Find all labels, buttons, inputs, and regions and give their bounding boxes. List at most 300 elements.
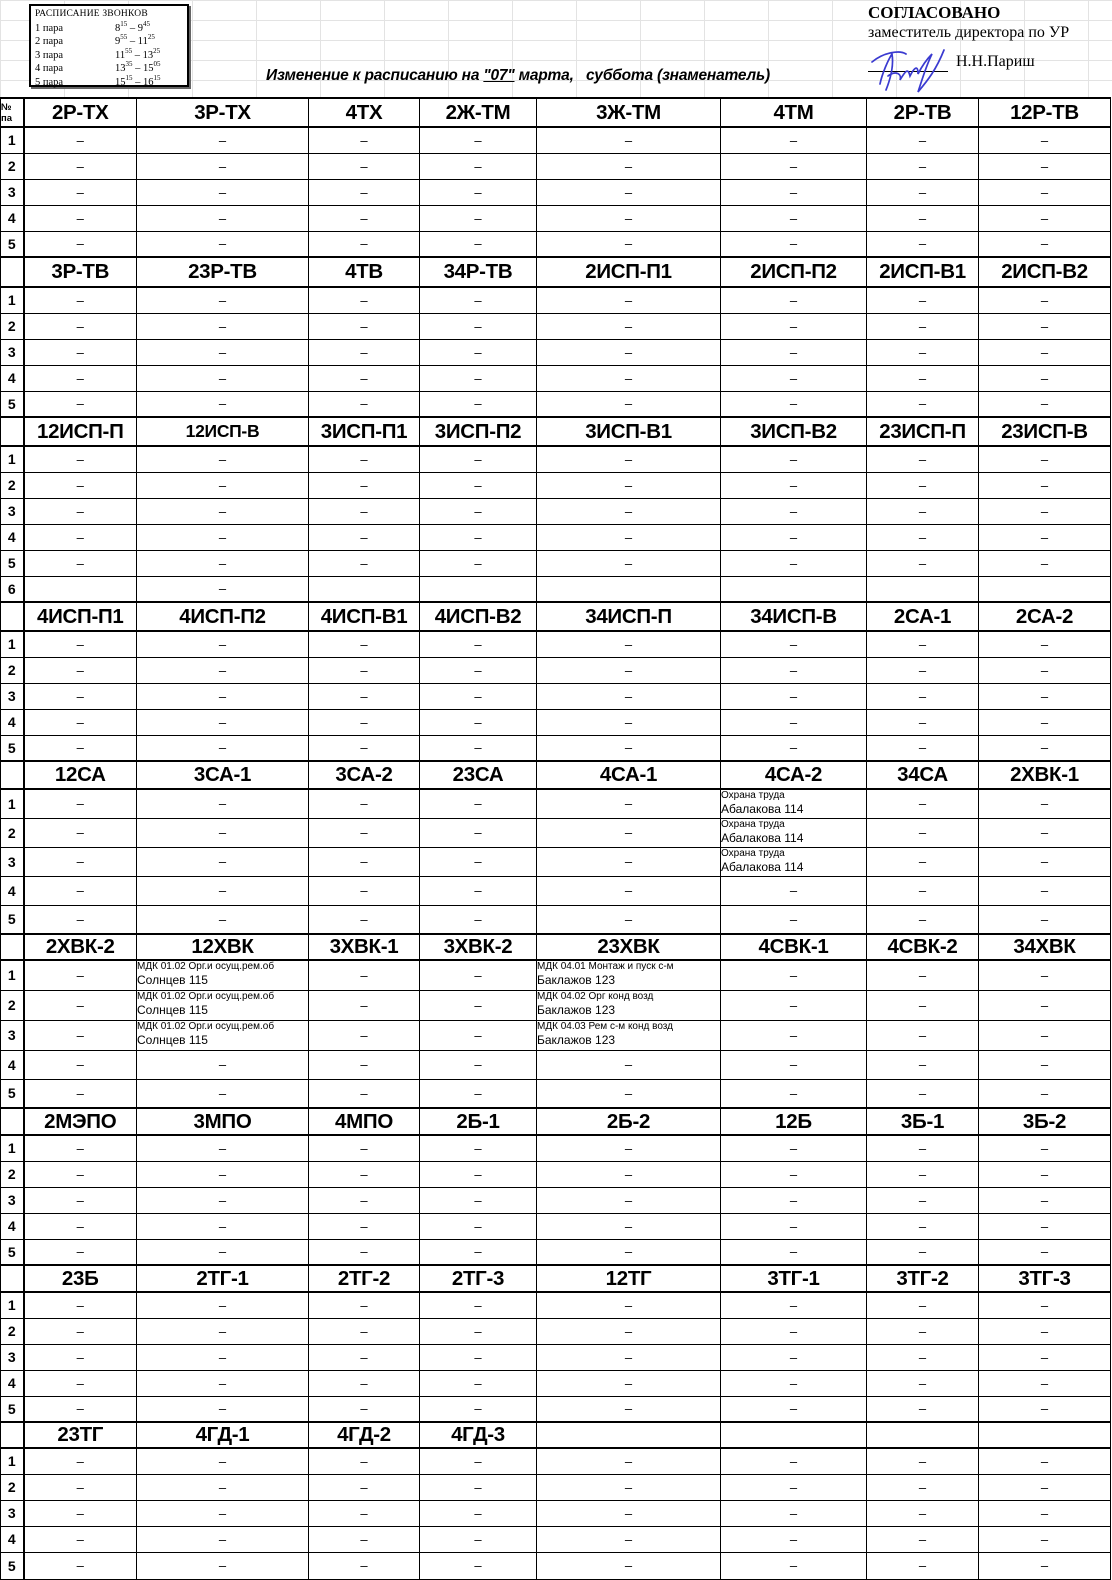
empty-lesson-dash: – xyxy=(537,1161,721,1187)
group-name: 23ИСП-П xyxy=(867,417,979,446)
empty-lesson-dash: – xyxy=(867,657,979,683)
empty-lesson-dash: – xyxy=(979,1344,1111,1370)
table-row xyxy=(1,905,1111,934)
lesson-teacher-room: Абалакова 114 xyxy=(721,859,804,874)
empty-lesson-dash: – xyxy=(721,1370,867,1396)
empty-lesson-dash: – xyxy=(979,339,1111,365)
lesson-teacher-room: Солнцев 115 xyxy=(137,1032,208,1047)
empty-lesson-dash: – xyxy=(24,1526,137,1552)
empty-lesson-dash: – xyxy=(309,1396,420,1422)
empty-cell xyxy=(867,576,979,602)
table-row xyxy=(1,205,1111,231)
group-name: 34ИСП-В xyxy=(721,602,867,631)
bell-schedule-box xyxy=(29,4,189,87)
empty-lesson-dash: – xyxy=(24,550,137,576)
empty-lesson-dash: – xyxy=(721,1552,867,1579)
group-name: 2Р-ТХ xyxy=(24,98,137,127)
handwritten-signature xyxy=(866,40,948,96)
empty-lesson-dash: – xyxy=(420,287,537,313)
group-name: 3ИСП-В2 xyxy=(721,417,867,446)
empty-lesson-dash: – xyxy=(420,391,537,417)
empty-lesson-dash: – xyxy=(867,1344,979,1370)
group-header-row xyxy=(1,1108,1111,1135)
group-name: 34ИСП-П xyxy=(537,602,721,631)
group-name xyxy=(979,1422,1111,1448)
empty-lesson-dash: – xyxy=(979,683,1111,709)
bell-start-hour: 11 xyxy=(115,49,126,61)
empty-lesson-dash: – xyxy=(979,876,1111,905)
group-name: 4ТМ xyxy=(721,98,867,127)
group-name: 3ИСП-П1 xyxy=(309,417,420,446)
empty-lesson-dash: – xyxy=(537,365,721,391)
empty-lesson-dash: – xyxy=(721,127,867,153)
empty-lesson-dash: – xyxy=(309,446,420,472)
empty-lesson-dash: – xyxy=(979,205,1111,231)
empty-lesson-dash: – xyxy=(420,1020,537,1050)
group-name: 3Б-2 xyxy=(979,1108,1111,1135)
group-name: 2ИСП-В2 xyxy=(979,257,1111,287)
empty-lesson-dash: – xyxy=(309,313,420,339)
empty-lesson-dash: – xyxy=(137,1213,309,1239)
table-row xyxy=(1,1526,1111,1552)
empty-lesson-dash: – xyxy=(721,1500,867,1526)
lesson-subject: МДК 01.02 Орг.и осущ.рем.об xyxy=(137,961,275,972)
empty-lesson-dash: – xyxy=(721,472,867,498)
pair-number-header-blank xyxy=(1,1422,24,1448)
empty-cell xyxy=(979,576,1111,602)
empty-lesson-dash: – xyxy=(24,231,137,257)
pair-number: 3 xyxy=(1,1500,24,1526)
empty-lesson-dash: – xyxy=(979,1396,1111,1422)
group-name: 3Р-ТВ xyxy=(24,257,137,287)
pair-number: 1 xyxy=(1,127,24,153)
table-row xyxy=(1,709,1111,735)
empty-lesson-dash: – xyxy=(721,1161,867,1187)
empty-lesson-dash: – xyxy=(721,1526,867,1552)
pair-number: 5 xyxy=(1,391,24,417)
table-row xyxy=(1,735,1111,761)
empty-lesson-dash: – xyxy=(309,1500,420,1526)
empty-lesson-dash: – xyxy=(420,818,537,847)
table-row xyxy=(1,789,1111,818)
empty-lesson-dash: – xyxy=(24,709,137,735)
empty-lesson-dash: – xyxy=(867,313,979,339)
bell-start-minute: 55 xyxy=(120,33,128,42)
group-name: 3Б-1 xyxy=(867,1108,979,1135)
pair-number: 3 xyxy=(1,847,24,876)
empty-lesson-dash: – xyxy=(24,1474,137,1500)
lesson-cell xyxy=(137,990,309,1020)
empty-lesson-dash: – xyxy=(721,524,867,550)
empty-lesson-dash: – xyxy=(420,472,537,498)
empty-lesson-dash: – xyxy=(137,847,309,876)
empty-lesson-dash: – xyxy=(420,313,537,339)
table-row xyxy=(1,960,1111,990)
empty-lesson-dash: – xyxy=(309,365,420,391)
table-row xyxy=(1,179,1111,205)
empty-lesson-dash: – xyxy=(979,990,1111,1020)
empty-lesson-dash: – xyxy=(309,1344,420,1370)
empty-lesson-dash: – xyxy=(979,313,1111,339)
table-row xyxy=(1,1292,1111,1318)
empty-lesson-dash: – xyxy=(309,709,420,735)
lesson-cell xyxy=(721,789,867,818)
empty-lesson-dash: – xyxy=(137,1050,309,1079)
empty-lesson-dash: – xyxy=(537,1474,721,1500)
group-name: 3ИСП-П2 xyxy=(420,417,537,446)
empty-lesson-dash: – xyxy=(721,657,867,683)
bell-pair-label: 2 пара xyxy=(35,36,64,48)
empty-lesson-dash: – xyxy=(24,1079,137,1108)
empty-lesson-dash: – xyxy=(867,1050,979,1079)
empty-lesson-dash: – xyxy=(537,446,721,472)
group-name: 2ИСП-П2 xyxy=(721,257,867,287)
empty-lesson-dash: – xyxy=(979,789,1111,818)
empty-lesson-dash: – xyxy=(979,1050,1111,1079)
empty-lesson-dash: – xyxy=(867,1187,979,1213)
bell-start-minute: 15 xyxy=(120,19,128,28)
empty-lesson-dash: – xyxy=(867,735,979,761)
pair-number-header: № па xyxy=(1,98,24,127)
empty-lesson-dash: – xyxy=(309,1526,420,1552)
pair-number: 1 xyxy=(1,789,24,818)
empty-lesson-dash: – xyxy=(537,847,721,876)
bell-start-hour: 13 xyxy=(115,63,126,75)
empty-lesson-dash: – xyxy=(420,1079,537,1108)
table-row xyxy=(1,524,1111,550)
empty-lesson-dash: – xyxy=(24,631,137,657)
group-name: 3МПО xyxy=(137,1108,309,1135)
empty-lesson-dash: – xyxy=(537,876,721,905)
pair-number: 1 xyxy=(1,960,24,990)
pair-number: 5 xyxy=(1,231,24,257)
empty-lesson-dash: – xyxy=(721,1213,867,1239)
empty-lesson-dash: – xyxy=(309,1187,420,1213)
empty-lesson-dash: – xyxy=(979,1448,1111,1474)
empty-lesson-dash: – xyxy=(24,905,137,934)
empty-lesson-dash: – xyxy=(537,631,721,657)
empty-lesson-dash: – xyxy=(137,1474,309,1500)
empty-lesson-dash: – xyxy=(867,1396,979,1422)
pair-number: 3 xyxy=(1,179,24,205)
empty-lesson-dash: – xyxy=(137,391,309,417)
group-name: 4ИСП-В2 xyxy=(420,602,537,631)
lesson-cell xyxy=(137,1020,309,1050)
bell-start-minute: 15 xyxy=(125,73,133,82)
lesson-teacher-room: Абалакова 114 xyxy=(721,830,804,845)
group-name: 12ИСП-П xyxy=(24,417,137,446)
empty-lesson-dash: – xyxy=(979,1318,1111,1344)
empty-lesson-dash: – xyxy=(137,153,309,179)
empty-lesson-dash: – xyxy=(137,1079,309,1108)
empty-lesson-dash: – xyxy=(721,876,867,905)
pair-number: 5 xyxy=(1,735,24,761)
group-name: 4СА-1 xyxy=(537,761,721,789)
empty-lesson-dash: – xyxy=(867,1474,979,1500)
empty-lesson-dash: – xyxy=(721,179,867,205)
pair-number: 1 xyxy=(1,1292,24,1318)
empty-lesson-dash: – xyxy=(537,1344,721,1370)
bell-end-hour: 15 xyxy=(143,63,154,75)
pair-number: 5 xyxy=(1,1079,24,1108)
empty-lesson-dash: – xyxy=(137,179,309,205)
empty-cell xyxy=(537,576,721,602)
table-row xyxy=(1,391,1111,417)
group-name: 3Ж-ТМ xyxy=(537,98,721,127)
table-row xyxy=(1,631,1111,657)
empty-lesson-dash: – xyxy=(721,1474,867,1500)
empty-lesson-dash: – xyxy=(867,179,979,205)
empty-lesson-dash: – xyxy=(137,1239,309,1265)
pair-number: 5 xyxy=(1,905,24,934)
table-row xyxy=(1,498,1111,524)
empty-lesson-dash: – xyxy=(24,683,137,709)
bell-schedule-rows xyxy=(35,19,183,90)
table-row xyxy=(1,1448,1111,1474)
group-name: 12СА xyxy=(24,761,137,789)
table-row xyxy=(1,1050,1111,1079)
empty-lesson-dash: – xyxy=(867,153,979,179)
empty-lesson-dash: – xyxy=(979,1135,1111,1161)
bell-end-minute: 05 xyxy=(153,60,161,69)
group-name: 2СА-1 xyxy=(867,602,979,631)
empty-lesson-dash: – xyxy=(24,1292,137,1318)
empty-lesson-dash: – xyxy=(309,789,420,818)
group-name: 2СА-2 xyxy=(979,602,1111,631)
empty-lesson-dash: – xyxy=(420,847,537,876)
empty-lesson-dash: – xyxy=(137,205,309,231)
empty-lesson-dash: – xyxy=(537,735,721,761)
bell-pair-label: 3 пара xyxy=(35,49,64,61)
empty-lesson-dash: – xyxy=(137,876,309,905)
empty-lesson-dash: – xyxy=(979,179,1111,205)
empty-lesson-dash: – xyxy=(537,1396,721,1422)
empty-lesson-dash: – xyxy=(420,657,537,683)
bell-time-range xyxy=(115,73,161,90)
empty-lesson-dash: – xyxy=(537,127,721,153)
empty-lesson-dash: – xyxy=(721,683,867,709)
empty-lesson-dash: – xyxy=(24,339,137,365)
group-name: 4ИСП-П1 xyxy=(24,602,137,631)
pair-number: 3 xyxy=(1,339,24,365)
group-name: 2ТГ-2 xyxy=(309,1265,420,1292)
group-name: 3ТГ-2 xyxy=(867,1265,979,1292)
empty-lesson-dash: – xyxy=(309,905,420,934)
empty-lesson-dash: – xyxy=(137,905,309,934)
bell-pair-label: 4 пара xyxy=(35,63,64,75)
table-row xyxy=(1,847,1111,876)
bell-row xyxy=(35,73,183,90)
empty-lesson-dash: – xyxy=(24,365,137,391)
empty-lesson-dash: – xyxy=(979,905,1111,934)
empty-lesson-dash: – xyxy=(867,231,979,257)
pair-number: 1 xyxy=(1,1135,24,1161)
empty-lesson-dash: – xyxy=(537,339,721,365)
empty-lesson-dash: – xyxy=(420,1396,537,1422)
group-name: 12Б xyxy=(721,1108,867,1135)
table-row xyxy=(1,287,1111,313)
group-name: 4СВК-1 xyxy=(721,934,867,960)
empty-lesson-dash: – xyxy=(867,683,979,709)
group-name: 23СА xyxy=(420,761,537,789)
table-row xyxy=(1,313,1111,339)
lesson-cell xyxy=(137,960,309,990)
pair-number: 5 xyxy=(1,1552,24,1579)
group-name: 34ХВК xyxy=(979,934,1111,960)
bell-row xyxy=(35,19,183,36)
empty-lesson-dash: – xyxy=(867,1448,979,1474)
empty-lesson-dash: – xyxy=(137,1292,309,1318)
group-name: 2ТГ-3 xyxy=(420,1265,537,1292)
group-header-row xyxy=(1,417,1111,446)
empty-lesson-dash: – xyxy=(420,1161,537,1187)
table-row xyxy=(1,1187,1111,1213)
group-name: 3ИСП-В1 xyxy=(537,417,721,446)
empty-lesson-dash: – xyxy=(24,876,137,905)
pair-number-header-blank xyxy=(1,417,24,446)
group-name: 23Р-ТВ xyxy=(137,257,309,287)
bell-start-minute: 55 xyxy=(125,46,133,55)
empty-lesson-dash: – xyxy=(24,498,137,524)
empty-lesson-dash: – xyxy=(309,1213,420,1239)
empty-lesson-dash: – xyxy=(721,391,867,417)
bell-end-hour: 16 xyxy=(143,76,154,88)
table-row xyxy=(1,683,1111,709)
empty-lesson-dash: – xyxy=(979,231,1111,257)
group-name: 2Б-1 xyxy=(420,1108,537,1135)
group-name: 34Р-ТВ xyxy=(420,257,537,287)
empty-lesson-dash: – xyxy=(979,1020,1111,1050)
pair-number: 1 xyxy=(1,631,24,657)
empty-lesson-dash: – xyxy=(309,287,420,313)
empty-lesson-dash: – xyxy=(721,205,867,231)
empty-lesson-dash: – xyxy=(867,1239,979,1265)
empty-lesson-dash: – xyxy=(309,960,420,990)
empty-lesson-dash: – xyxy=(537,524,721,550)
empty-lesson-dash: – xyxy=(420,1448,537,1474)
pair-number: 3 xyxy=(1,498,24,524)
pair-number: 2 xyxy=(1,1318,24,1344)
empty-lesson-dash: – xyxy=(137,735,309,761)
empty-cell xyxy=(24,576,137,602)
empty-lesson-dash: – xyxy=(537,683,721,709)
empty-lesson-dash: – xyxy=(979,847,1111,876)
empty-lesson-dash: – xyxy=(537,1213,721,1239)
empty-lesson-dash: – xyxy=(867,1213,979,1239)
bell-row xyxy=(35,35,183,49)
group-name: 3Р-ТХ xyxy=(137,98,309,127)
group-name: 3ТГ-3 xyxy=(979,1265,1111,1292)
empty-lesson-dash: – xyxy=(309,1079,420,1108)
table-row xyxy=(1,446,1111,472)
empty-lesson-dash: – xyxy=(420,683,537,709)
group-name: 4ИСП-П2 xyxy=(137,602,309,631)
bell-end-hour: 13 xyxy=(142,49,154,61)
empty-lesson-dash: – xyxy=(137,657,309,683)
pair-number: 3 xyxy=(1,683,24,709)
empty-lesson-dash: – xyxy=(309,657,420,683)
empty-lesson-dash: – xyxy=(979,1500,1111,1526)
empty-lesson-dash: – xyxy=(309,205,420,231)
empty-lesson-dash: – xyxy=(867,1079,979,1108)
empty-lesson-dash: – xyxy=(979,960,1111,990)
pair-number: 4 xyxy=(1,524,24,550)
empty-lesson-dash: – xyxy=(537,1318,721,1344)
empty-lesson-dash: – xyxy=(137,631,309,657)
bell-start-hour: 15 xyxy=(115,76,126,88)
empty-lesson-dash: – xyxy=(979,1292,1111,1318)
empty-cell xyxy=(721,576,867,602)
group-name: 3ТГ-1 xyxy=(721,1265,867,1292)
empty-lesson-dash: – xyxy=(537,1292,721,1318)
empty-lesson-dash: – xyxy=(309,1474,420,1500)
empty-lesson-dash: – xyxy=(24,657,137,683)
empty-lesson-dash: – xyxy=(721,1292,867,1318)
empty-lesson-dash: – xyxy=(979,709,1111,735)
empty-lesson-dash: – xyxy=(721,1239,867,1265)
empty-lesson-dash: – xyxy=(24,818,137,847)
group-name: 12ИСП-В xyxy=(137,417,309,446)
bell-start-minute: 35 xyxy=(125,60,133,69)
pair-number: 5 xyxy=(1,1396,24,1422)
empty-cell xyxy=(420,576,537,602)
table-row xyxy=(1,1344,1111,1370)
bell-dash: – xyxy=(132,63,143,75)
empty-lesson-dash: – xyxy=(309,391,420,417)
empty-lesson-dash: – xyxy=(867,847,979,876)
pair-number: 5 xyxy=(1,1239,24,1265)
empty-lesson-dash: – xyxy=(309,1318,420,1344)
group-name xyxy=(721,1422,867,1448)
group-name: 3ХВК-2 xyxy=(420,934,537,960)
empty-lesson-dash: – xyxy=(867,960,979,990)
empty-lesson-dash: – xyxy=(537,818,721,847)
table-row xyxy=(1,1500,1111,1526)
empty-lesson-dash: – xyxy=(979,365,1111,391)
empty-lesson-dash: – xyxy=(721,1079,867,1108)
empty-lesson-dash: – xyxy=(979,524,1111,550)
table-row xyxy=(1,365,1111,391)
lesson-subject: МДК 04.03 Рем с-м конд возд xyxy=(537,1020,673,1032)
pair-number: 1 xyxy=(1,287,24,313)
empty-lesson-dash: – xyxy=(867,550,979,576)
empty-lesson-dash: – xyxy=(309,1161,420,1187)
table-row xyxy=(1,818,1111,847)
bell-pair-label: 5 пара xyxy=(35,76,64,88)
group-name: 2Ж-ТМ xyxy=(420,98,537,127)
empty-lesson-dash: – xyxy=(309,231,420,257)
empty-lesson-dash: – xyxy=(537,179,721,205)
empty-lesson-dash: – xyxy=(721,905,867,934)
lesson-cell xyxy=(721,818,867,847)
empty-lesson-dash: – xyxy=(537,1187,721,1213)
empty-lesson-dash: – xyxy=(537,657,721,683)
lesson-subject: Охрана труда xyxy=(721,818,785,830)
empty-lesson-dash: – xyxy=(309,1448,420,1474)
empty-lesson-dash: – xyxy=(537,231,721,257)
empty-lesson-dash: – xyxy=(420,1344,537,1370)
empty-lesson-dash: – xyxy=(420,524,537,550)
empty-lesson-dash: – xyxy=(309,1050,420,1079)
table-row xyxy=(1,339,1111,365)
empty-lesson-dash: – xyxy=(309,876,420,905)
empty-lesson-dash: – xyxy=(420,231,537,257)
empty-lesson-dash: – xyxy=(979,1474,1111,1500)
empty-lesson-dash: – xyxy=(420,1239,537,1265)
table-row xyxy=(1,1239,1111,1265)
empty-lesson-dash: – xyxy=(420,1370,537,1396)
empty-lesson-dash: – xyxy=(420,153,537,179)
